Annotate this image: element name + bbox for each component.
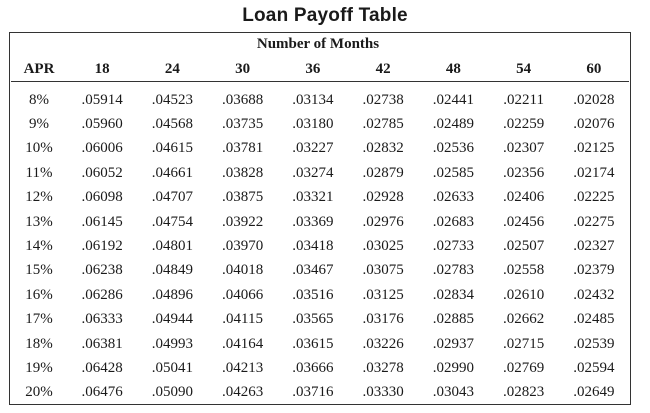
- payoff-factor-cell: .02823: [503, 384, 545, 401]
- payoff-factor-cell: .03226: [362, 335, 404, 352]
- payoff-factor-cell: .03025: [362, 238, 404, 255]
- payoff-factor-cell: .02885: [432, 311, 474, 328]
- payoff-factor-cell: .02028: [573, 91, 615, 108]
- payoff-factor-cell: .03516: [292, 286, 334, 303]
- payoff-factor-cell: .06428: [81, 359, 123, 376]
- table-row: [11, 381, 629, 405]
- payoff-factor-cell: .06238: [81, 262, 123, 279]
- apr-cell: 18%: [25, 335, 53, 352]
- payoff-factor-cell: .03075: [362, 262, 404, 279]
- payoff-factor-cell: .03321: [292, 189, 334, 206]
- payoff-factor-cell: .03781: [222, 140, 264, 157]
- payoff-factor-cell: .02738: [362, 91, 404, 108]
- apr-cell: 14%: [25, 238, 53, 255]
- table-row: [11, 332, 629, 356]
- payoff-factor-cell: .05090: [151, 384, 193, 401]
- payoff-factor-cell: .04615: [151, 140, 193, 157]
- column-header-months: 54: [489, 57, 559, 82]
- payoff-factor-cell: .06192: [81, 238, 123, 255]
- payoff-factor-cell: .04849: [151, 262, 193, 279]
- payoff-factor-cell: .02832: [362, 140, 404, 157]
- table-row: [11, 137, 629, 161]
- payoff-factor-cell: .02783: [432, 262, 474, 279]
- payoff-factor-cell: .02275: [573, 213, 615, 230]
- column-header-months: 42: [348, 57, 418, 82]
- header-row: [11, 57, 629, 82]
- payoff-factor-cell: .02432: [573, 286, 615, 303]
- payoff-factor-cell: .02594: [573, 359, 615, 376]
- payoff-factor-cell: .04523: [151, 91, 193, 108]
- apr-cell: 16%: [25, 286, 53, 303]
- payoff-factor-cell: .06476: [81, 384, 123, 401]
- payoff-factor-cell: .03615: [292, 335, 334, 352]
- payoff-factor-cell: .02649: [573, 384, 615, 401]
- apr-cell: 9%: [29, 116, 49, 133]
- payoff-factor-cell: .03666: [292, 359, 334, 376]
- payoff-factor-cell: .02259: [503, 116, 545, 133]
- payoff-factor-cell: .06333: [81, 311, 123, 328]
- payoff-factor-cell: .03043: [432, 384, 474, 401]
- payoff-factor-cell: .03274: [292, 164, 334, 181]
- payoff-factor-cell: .06381: [81, 335, 123, 352]
- table-body: [11, 82, 629, 406]
- column-header-months: 60: [559, 57, 629, 82]
- payoff-factor-cell: .04263: [222, 384, 264, 401]
- table-row: [11, 161, 629, 185]
- payoff-factor-cell: .03227: [292, 140, 334, 157]
- payoff-factor-cell: .05960: [81, 116, 123, 133]
- payoff-factor-cell: .02785: [362, 116, 404, 133]
- months-group-label: Number of Months: [256, 36, 380, 52]
- payoff-factor-cell: .06098: [81, 189, 123, 206]
- payoff-factor-cell: .02834: [432, 286, 474, 303]
- payoff-factor-cell: .02485: [573, 311, 615, 328]
- payoff-factor-cell: .04164: [222, 335, 264, 352]
- table-row: [11, 356, 629, 380]
- apr-cell: 10%: [25, 140, 53, 157]
- payoff-factor-cell: .03828: [222, 164, 264, 181]
- payoff-factor-cell: .02507: [503, 238, 545, 255]
- payoff-factor-cell: .02683: [432, 213, 474, 230]
- payoff-factor-cell: .02456: [503, 213, 545, 230]
- table-row: [11, 186, 629, 210]
- payoff-factor-cell: .02174: [573, 164, 615, 181]
- payoff-factor-cell: .03970: [222, 238, 264, 255]
- apr-cell: 11%: [25, 164, 53, 181]
- apr-cell: 19%: [25, 359, 53, 376]
- payoff-factor-cell: .02125: [573, 140, 615, 157]
- payoff-factor-cell: .02536: [432, 140, 474, 157]
- payoff-factor-cell: .04018: [222, 262, 264, 279]
- apr-cell: 15%: [25, 262, 53, 279]
- apr-cell: 8%: [29, 91, 49, 108]
- payoff-factor-cell: .06006: [81, 140, 123, 157]
- payoff-factor-cell: .03735: [222, 116, 264, 133]
- table-row: [11, 112, 629, 136]
- payoff-factor-cell: .04568: [151, 116, 193, 133]
- payoff-factor-cell: .02769: [503, 359, 545, 376]
- payoff-factor-cell: .02211: [503, 91, 544, 108]
- payoff-factor-cell: .04944: [151, 311, 193, 328]
- payoff-factor-cell: .02879: [362, 164, 404, 181]
- payoff-factor-cell: .03330: [362, 384, 404, 401]
- payoff-factor-cell: .02489: [432, 116, 474, 133]
- payoff-factor-cell: .02379: [573, 262, 615, 279]
- apr-cell: 12%: [25, 189, 53, 206]
- payoff-factor-cell: .04801: [151, 238, 193, 255]
- apr-cell: 20%: [25, 384, 53, 401]
- payoff-factor-cell: .04896: [151, 286, 193, 303]
- table-row: [11, 210, 629, 234]
- payoff-factor-cell: .02990: [432, 359, 474, 376]
- payoff-factor-cell: .02441: [432, 91, 474, 108]
- column-header-months: 36: [278, 57, 348, 82]
- payoff-factor-cell: .02633: [432, 189, 474, 206]
- payoff-factor-cell: .06145: [81, 213, 123, 230]
- column-header-months: 48: [418, 57, 488, 82]
- column-header-months: 18: [67, 57, 137, 82]
- payoff-factor-cell: .03716: [292, 384, 334, 401]
- payoff-factor-cell: .02327: [573, 238, 615, 255]
- payoff-factor-cell: .02406: [503, 189, 545, 206]
- payoff-factor-cell: .02225: [573, 189, 615, 206]
- payoff-factor-cell: .02715: [503, 335, 545, 352]
- payoff-factor-cell: .02976: [362, 213, 404, 230]
- payoff-factor-cell: .05041: [151, 359, 193, 376]
- column-header-months: 24: [137, 57, 207, 82]
- payoff-factor-cell: .03278: [362, 359, 404, 376]
- table-title: Loan Payoff Table: [242, 5, 408, 26]
- table-row: [11, 283, 629, 307]
- payoff-factor-cell: .04993: [151, 335, 193, 352]
- payoff-factor-cell: .05914: [81, 91, 123, 108]
- payoff-factor-cell: .03418: [292, 238, 334, 255]
- payoff-factor-cell: .04754: [151, 213, 193, 230]
- payoff-factor-cell: .04213: [222, 359, 264, 376]
- payoff-factor-cell: .04066: [222, 286, 264, 303]
- payoff-factor-cell: .04115: [222, 311, 263, 328]
- payoff-factor-cell: .03176: [362, 311, 404, 328]
- payoff-factor-cell: .03875: [222, 189, 264, 206]
- loan-payoff-table: [11, 57, 629, 405]
- payoff-factor-cell: .02076: [573, 116, 615, 133]
- payoff-factor-cell: .02307: [503, 140, 545, 157]
- payoff-factor-cell: .06286: [81, 286, 123, 303]
- column-header-apr: APR: [11, 57, 67, 82]
- payoff-factor-cell: .03922: [222, 213, 264, 230]
- payoff-factor-cell: .03180: [292, 116, 334, 133]
- apr-cell: 17%: [25, 311, 53, 328]
- payoff-factor-cell: .03565: [292, 311, 334, 328]
- payoff-factor-cell: .03688: [222, 91, 264, 108]
- payoff-factor-cell: .04661: [151, 164, 193, 181]
- table-row: [11, 82, 629, 113]
- apr-cell: 13%: [25, 213, 53, 230]
- payoff-factor-cell: .03125: [362, 286, 404, 303]
- payoff-factor-cell: .02585: [432, 164, 474, 181]
- payoff-factor-cell: .02558: [503, 262, 545, 279]
- payoff-factor-cell: .02733: [432, 238, 474, 255]
- table-row: [11, 259, 629, 283]
- payoff-factor-cell: .02662: [503, 311, 545, 328]
- payoff-factor-cell: .03467: [292, 262, 334, 279]
- payoff-factor-cell: .03369: [292, 213, 334, 230]
- column-header-months: 30: [208, 57, 278, 82]
- payoff-factor-cell: .02610: [503, 286, 545, 303]
- payoff-factor-cell: .02539: [573, 335, 615, 352]
- table-row: [11, 234, 629, 258]
- payoff-factor-cell: .03134: [292, 91, 334, 108]
- table-row: [11, 308, 629, 332]
- payoff-factor-cell: .04707: [151, 189, 193, 206]
- payoff-factor-cell: .02937: [432, 335, 474, 352]
- payoff-factor-cell: .06052: [81, 164, 123, 181]
- payoff-factor-cell: .02928: [362, 189, 404, 206]
- payoff-factor-cell: .02356: [503, 164, 545, 181]
